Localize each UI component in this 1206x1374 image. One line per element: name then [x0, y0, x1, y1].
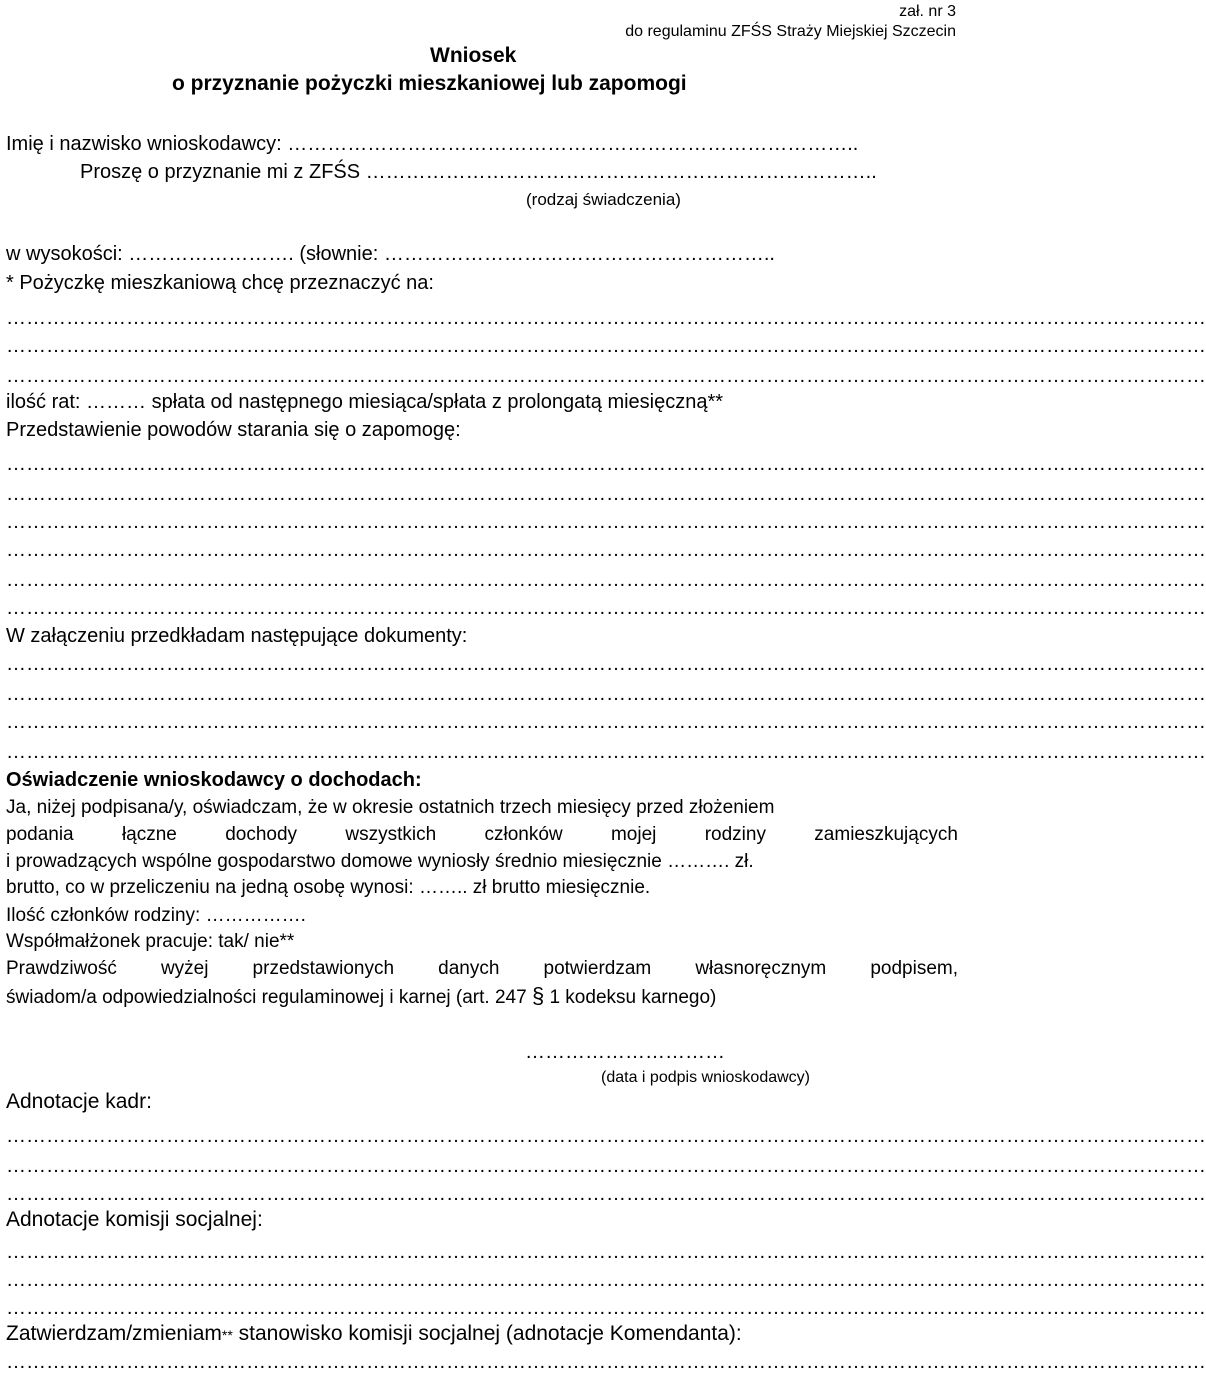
family-members-field[interactable]: Ilość członków rodziny: ……………. [6, 905, 306, 926]
income-heading: Oświadczenie wnioskodawcy o dochodach: [6, 769, 422, 791]
hr-annotations-label: Adnotacje kadr: [6, 1090, 152, 1113]
income-statement-line [6, 822, 958, 848]
applicant-name-field[interactable] [6, 132, 858, 156]
reasons-line[interactable]: ……………………………………………………………………………………………………………………………………………………………… [6, 453, 1206, 475]
loan-purpose-line[interactable]: ……………………………………………………………………………………………………………………………………………………………… [6, 307, 1206, 329]
amount-label: w wysokości: [6, 243, 123, 265]
attachments-line[interactable]: ……………………………………………………………………………………………………………………………………………………………… [6, 711, 1206, 733]
declaration-word: mojej [610, 824, 657, 845]
declaration-word: własnoręcznym [695, 958, 827, 979]
loan-purpose-label: * Pożyczkę mieszkaniową chcę przeznaczyć na: [6, 272, 434, 294]
repayment-option-text: spłata od następnego miesiąca/spłata z prolongatą miesięczną** [151, 391, 724, 413]
signature-line[interactable]: ………………………… [525, 1041, 725, 1063]
amount-dots: ……………………. [128, 243, 294, 265]
reasons-line[interactable]: ……………………………………………………………………………………………………………………………………………………………… [6, 569, 1206, 591]
installments-dots: ……… [86, 391, 147, 413]
benefit-request-label: Proszę o przyznanie mi z ZFŚS [80, 161, 361, 183]
declaration-word: zamieszkujących [814, 824, 958, 845]
declaration-word: podania [6, 824, 74, 845]
regulation-reference: do regulaminu ZFŚS Straży Miejskiej Szczecin [625, 23, 956, 40]
attachments-line[interactable]: ……………………………………………………………………………………………………………………………………………………………… [6, 683, 1206, 705]
reasons-line[interactable]: ……………………………………………………………………………………………………………………………………………………………… [6, 511, 1206, 533]
loan-purpose-line[interactable]: ……………………………………………………………………………………………………………………………………………………………… [6, 365, 1206, 387]
amount-words-dots: ………………………………………………….. [383, 243, 775, 265]
declaration-word: Prawdziwość [6, 958, 117, 979]
hr-annotations-line[interactable]: ……………………………………………………………………………………………………………………………………………………………… [6, 1125, 1206, 1147]
approval-line: Zatwierdzam/zmieniam** stanowisko komisji socjalnej (adnotacje Komendanta): [6, 1322, 742, 1345]
declaration-word: wszystkich [345, 824, 437, 845]
declaration-word: podpisem, [870, 958, 958, 979]
hr-annotations-line[interactable]: ……………………………………………………………………………………………………………………………………………………………… [6, 1183, 1206, 1205]
loan-purpose-line[interactable]: ……………………………………………………………………………………………………………………………………………………………… [6, 335, 1206, 357]
declaration-word: dochody [225, 824, 298, 845]
document-subtitle: o przyznanie pożyczki mieszkaniowej lub zapomogi [172, 72, 687, 95]
amount-field[interactable] [6, 242, 775, 266]
benefit-type-hint: (rodzaj świadczenia) [526, 190, 681, 209]
income-statement-line: Ja, niżej podpisana/y, oświadczam, że w okresie ostatnich trzech miesięcy przed złożeniem [6, 797, 775, 818]
attachments-line[interactable]: ……………………………………………………………………………………………………………………………………………………………… [6, 741, 1206, 763]
committee-annotations-label: Adnotacje komisji socjalnej: [6, 1208, 263, 1231]
reasons-line[interactable]: ……………………………………………………………………………………………………………………………………………………………… [6, 539, 1206, 561]
hr-annotations-line[interactable]: ……………………………………………………………………………………………………………………………………………………………… [6, 1155, 1206, 1177]
income-per-person-line: brutto, co w przeliczeniu na jedną osobę wynosi: …….. zł brutto miesięcznie. [6, 877, 651, 898]
signature-hint: (data i podpis wnioskodawcy) [601, 1069, 810, 1086]
declaration-word: potwierdzam [543, 958, 652, 979]
attachments-label: W załączeniu przedkładam następujące dokumenty: [6, 625, 468, 647]
applicant-name-label: Imię i nazwisko wnioskodawcy: [6, 133, 282, 155]
declaration-word: rodziny [704, 824, 766, 845]
declaration-word: danych [438, 958, 500, 979]
income-statement-line: i prowadzących wspólne gospodarstwo domowe wyniosły średnio miesięcznie ………. zł. [6, 851, 754, 872]
section-sign-icon: § [531, 983, 545, 1008]
applicant-name-dots: ………………………………………………………………………….. [287, 133, 859, 155]
attachments-line[interactable]: ……………………………………………………………………………………………………………………………………………………………… [6, 653, 1206, 675]
reasons-label: Przedstawienie powodów starania się o zapomogę: [6, 419, 461, 441]
declaration-word: przedstawionych [252, 958, 395, 979]
declaration-word: wyżej [160, 958, 209, 979]
benefit-request-dots: ………………………………………………………………….. [365, 161, 877, 183]
installments-row[interactable] [6, 390, 723, 414]
reasons-line[interactable]: ……………………………………………………………………………………………………………………………………………………………… [6, 597, 1206, 619]
spouse-works-field[interactable]: Współmałżonek pracuje: tak/ nie** [6, 931, 295, 952]
reasons-line[interactable]: ……………………………………………………………………………………………………………………………………………………………… [6, 483, 1206, 505]
document-title: Wniosek [430, 44, 517, 67]
truth-declaration-line [6, 956, 958, 982]
committee-annotations-line[interactable]: ……………………………………………………………………………………………………………………………………………………………… [6, 1241, 1206, 1263]
attachment-number: zał. nr 3 [899, 3, 956, 20]
committee-annotations-line[interactable]: ……………………………………………………………………………………………………………………………………………………………… [6, 1269, 1206, 1291]
declaration-word: łączne [121, 824, 177, 845]
installments-label: ilość rat: [6, 391, 81, 413]
approval-dots-line[interactable]: ……………………………………………………………………………………………………………………………………………………………… [6, 1351, 1206, 1373]
truth-declaration-line: świadom/a odpowiedzialności regulaminowej i karnej (art. 247 § 1 kodeksu karnego) [6, 983, 717, 1008]
benefit-request-field[interactable] [80, 160, 877, 184]
amount-words-label: (słownie: [299, 243, 379, 265]
declaration-word: członków [484, 824, 563, 845]
committee-annotations-line[interactable]: ……………………………………………………………………………………………………………………………………………………………… [6, 1297, 1206, 1319]
